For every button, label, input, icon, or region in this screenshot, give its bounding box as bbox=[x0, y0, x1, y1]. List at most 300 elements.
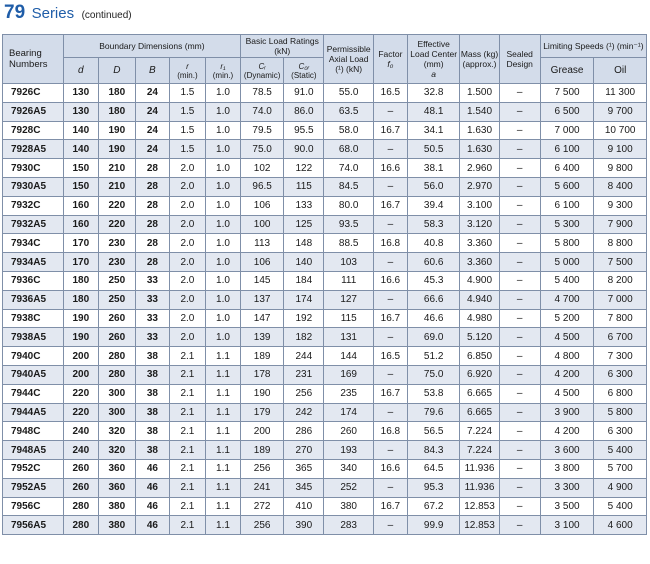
cell-permissible-axial-load: 93.5 bbox=[324, 215, 373, 234]
cell-effective-load-center: 95.3 bbox=[407, 478, 460, 497]
cell-effective-load-center: 48.1 bbox=[407, 102, 460, 121]
cell-radius-r1: 1.0 bbox=[205, 253, 240, 272]
cell-cr-dynamic: 106 bbox=[241, 253, 284, 272]
cell-bearing-number: 7926A5 bbox=[3, 102, 64, 121]
cell-width-B: 33 bbox=[135, 309, 169, 328]
header-mass: Mass (kg) (approx.) bbox=[460, 35, 499, 84]
table-row bbox=[3, 516, 647, 535]
cell-permissible-axial-load: 174 bbox=[324, 403, 373, 422]
cell-mass: 6.665 bbox=[460, 384, 499, 403]
cell-width-B: 46 bbox=[135, 497, 169, 516]
cell-cor-static: 125 bbox=[284, 215, 324, 234]
cell-bearing-number: 7956A5 bbox=[3, 516, 64, 535]
header-boundary-dimensions: Boundary Dimensions (mm) bbox=[63, 35, 240, 58]
cell-speed-grease: 5 600 bbox=[540, 177, 594, 196]
cell-mass: 4.940 bbox=[460, 290, 499, 309]
cell-outer-D: 260 bbox=[98, 309, 135, 328]
cell-outer-D: 220 bbox=[98, 196, 135, 215]
cell-radius-r1: 1.0 bbox=[205, 290, 240, 309]
cell-bore-d: 180 bbox=[63, 271, 98, 290]
cell-permissible-axial-load: 340 bbox=[324, 459, 373, 478]
cell-bore-d: 260 bbox=[63, 478, 98, 497]
cell-sealed-design: – bbox=[499, 253, 540, 272]
cell-speed-oil: 8 800 bbox=[594, 234, 647, 253]
cell-cr-dynamic: 178 bbox=[241, 365, 284, 384]
cell-width-B: 28 bbox=[135, 196, 169, 215]
table-row bbox=[3, 422, 647, 441]
cell-width-B: 33 bbox=[135, 328, 169, 347]
header-effective-load-center: Effective Load Center (mm) a bbox=[407, 35, 460, 84]
cell-sealed-design: – bbox=[499, 497, 540, 516]
cell-mass: 2.960 bbox=[460, 159, 499, 178]
cell-speed-grease: 3 800 bbox=[540, 459, 594, 478]
cell-outer-D: 190 bbox=[98, 140, 135, 159]
cell-speed-grease: 5 800 bbox=[540, 234, 594, 253]
cell-bore-d: 190 bbox=[63, 309, 98, 328]
cell-permissible-axial-load: 55.0 bbox=[324, 84, 373, 103]
cell-speed-oil: 7 800 bbox=[594, 309, 647, 328]
cell-speed-grease: 7 000 bbox=[540, 121, 594, 140]
table-row bbox=[3, 328, 647, 347]
cell-permissible-axial-load: 84.5 bbox=[324, 177, 373, 196]
cell-width-B: 28 bbox=[135, 177, 169, 196]
cell-radius-r: 1.5 bbox=[169, 84, 205, 103]
cell-cor-static: 184 bbox=[284, 271, 324, 290]
header-r1: r₁ (min.) bbox=[205, 58, 240, 84]
cell-width-B: 24 bbox=[135, 121, 169, 140]
cell-mass: 1.630 bbox=[460, 121, 499, 140]
series-word: Series bbox=[31, 5, 75, 22]
cell-cor-static: 182 bbox=[284, 328, 324, 347]
cell-radius-r: 1.5 bbox=[169, 121, 205, 140]
cell-sealed-design: – bbox=[499, 140, 540, 159]
cell-bore-d: 200 bbox=[63, 347, 98, 366]
cell-speed-grease: 4 700 bbox=[540, 290, 594, 309]
cell-bearing-number: 7934C bbox=[3, 234, 64, 253]
cell-cr-dynamic: 200 bbox=[241, 422, 284, 441]
cell-mass: 6.665 bbox=[460, 403, 499, 422]
table-row bbox=[3, 309, 647, 328]
cell-width-B: 46 bbox=[135, 478, 169, 497]
cell-cr-dynamic: 256 bbox=[241, 459, 284, 478]
cell-bearing-number: 7952A5 bbox=[3, 478, 64, 497]
table-row bbox=[3, 215, 647, 234]
cell-effective-load-center: 75.0 bbox=[407, 365, 460, 384]
cell-bearing-number: 7932A5 bbox=[3, 215, 64, 234]
cell-bearing-number: 7936A5 bbox=[3, 290, 64, 309]
cell-mass: 3.100 bbox=[460, 196, 499, 215]
cell-width-B: 46 bbox=[135, 459, 169, 478]
cell-speed-grease: 5 300 bbox=[540, 215, 594, 234]
cell-bore-d: 150 bbox=[63, 177, 98, 196]
cell-radius-r1: 1.0 bbox=[205, 328, 240, 347]
cell-permissible-axial-load: 283 bbox=[324, 516, 373, 535]
cell-bore-d: 220 bbox=[63, 384, 98, 403]
cell-cr-dynamic: 179 bbox=[241, 403, 284, 422]
cell-effective-load-center: 53.8 bbox=[407, 384, 460, 403]
cell-cr-dynamic: 147 bbox=[241, 309, 284, 328]
cell-speed-oil: 6 700 bbox=[594, 328, 647, 347]
cell-bearing-number: 7940A5 bbox=[3, 365, 64, 384]
cell-permissible-axial-load: 115 bbox=[324, 309, 373, 328]
cell-radius-r: 2.0 bbox=[169, 253, 205, 272]
table-row bbox=[3, 121, 647, 140]
cell-permissible-axial-load: 74.0 bbox=[324, 159, 373, 178]
cell-cor-static: 91.0 bbox=[284, 84, 324, 103]
cell-effective-load-center: 50.5 bbox=[407, 140, 460, 159]
cell-factor-f0: – bbox=[373, 290, 407, 309]
header-bearing-numbers: Bearing Numbers bbox=[3, 35, 64, 84]
cell-speed-grease: 7 500 bbox=[540, 84, 594, 103]
cell-radius-r: 2.0 bbox=[169, 290, 205, 309]
cell-radius-r1: 1.0 bbox=[205, 234, 240, 253]
cell-bore-d: 170 bbox=[63, 253, 98, 272]
cell-cor-static: 95.5 bbox=[284, 121, 324, 140]
cell-radius-r: 2.1 bbox=[169, 403, 205, 422]
cell-bearing-number: 7940C bbox=[3, 347, 64, 366]
cell-permissible-axial-load: 144 bbox=[324, 347, 373, 366]
cell-speed-grease: 5 400 bbox=[540, 271, 594, 290]
cell-radius-r1: 1.0 bbox=[205, 159, 240, 178]
cell-cr-dynamic: 190 bbox=[241, 384, 284, 403]
cell-factor-f0: – bbox=[373, 140, 407, 159]
cell-width-B: 24 bbox=[135, 140, 169, 159]
cell-cor-static: 174 bbox=[284, 290, 324, 309]
cell-bore-d: 280 bbox=[63, 497, 98, 516]
cell-outer-D: 180 bbox=[98, 102, 135, 121]
cell-bearing-number: 7934A5 bbox=[3, 253, 64, 272]
cell-mass: 3.120 bbox=[460, 215, 499, 234]
cell-factor-f0: 16.6 bbox=[373, 459, 407, 478]
cell-cr-dynamic: 139 bbox=[241, 328, 284, 347]
cell-radius-r: 2.1 bbox=[169, 347, 205, 366]
cell-cr-dynamic: 113 bbox=[241, 234, 284, 253]
cell-bearing-number: 7938C bbox=[3, 309, 64, 328]
table-row bbox=[3, 384, 647, 403]
cell-outer-D: 320 bbox=[98, 422, 135, 441]
cell-speed-oil: 7 300 bbox=[594, 347, 647, 366]
cell-bore-d: 240 bbox=[63, 441, 98, 460]
cell-cr-dynamic: 106 bbox=[241, 196, 284, 215]
cell-permissible-axial-load: 193 bbox=[324, 441, 373, 460]
cell-effective-load-center: 64.5 bbox=[407, 459, 460, 478]
cell-outer-D: 360 bbox=[98, 478, 135, 497]
cell-sealed-design: – bbox=[499, 159, 540, 178]
cell-permissible-axial-load: 252 bbox=[324, 478, 373, 497]
cell-radius-r: 2.1 bbox=[169, 365, 205, 384]
table-row bbox=[3, 459, 647, 478]
cell-effective-load-center: 56.5 bbox=[407, 422, 460, 441]
page-title bbox=[4, 2, 132, 26]
cell-permissible-axial-load: 103 bbox=[324, 253, 373, 272]
cell-outer-D: 300 bbox=[98, 403, 135, 422]
table-row bbox=[3, 365, 647, 384]
cell-permissible-axial-load: 111 bbox=[324, 271, 373, 290]
header-basic-load-ratings: Basic Load Ratings (kN) bbox=[241, 35, 324, 58]
cell-speed-grease: 4 500 bbox=[540, 328, 594, 347]
cell-radius-r: 1.5 bbox=[169, 140, 205, 159]
cell-factor-f0: 16.7 bbox=[373, 497, 407, 516]
cell-bore-d: 240 bbox=[63, 422, 98, 441]
table-row bbox=[3, 478, 647, 497]
cell-radius-r1: 1.0 bbox=[205, 271, 240, 290]
table-row bbox=[3, 441, 647, 460]
cell-speed-oil: 6 800 bbox=[594, 384, 647, 403]
cell-factor-f0: – bbox=[373, 328, 407, 347]
cell-speed-oil: 8 200 bbox=[594, 271, 647, 290]
cell-bore-d: 140 bbox=[63, 121, 98, 140]
cell-sealed-design: – bbox=[499, 177, 540, 196]
cell-cor-static: 345 bbox=[284, 478, 324, 497]
cell-factor-f0: – bbox=[373, 516, 407, 535]
cell-radius-r: 2.1 bbox=[169, 516, 205, 535]
cell-outer-D: 360 bbox=[98, 459, 135, 478]
cell-outer-D: 230 bbox=[98, 253, 135, 272]
cell-bearing-number: 7948C bbox=[3, 422, 64, 441]
cell-width-B: 33 bbox=[135, 271, 169, 290]
cell-radius-r: 2.1 bbox=[169, 459, 205, 478]
cell-speed-oil: 4 900 bbox=[594, 478, 647, 497]
cell-radius-r1: 1.0 bbox=[205, 102, 240, 121]
cell-cor-static: 90.0 bbox=[284, 140, 324, 159]
cell-radius-r: 2.0 bbox=[169, 328, 205, 347]
cell-radius-r1: 1.1 bbox=[205, 403, 240, 422]
cell-radius-r: 2.0 bbox=[169, 309, 205, 328]
cell-outer-D: 250 bbox=[98, 290, 135, 309]
cell-sealed-design: – bbox=[499, 309, 540, 328]
cell-bore-d: 260 bbox=[63, 459, 98, 478]
cell-cr-dynamic: 75.0 bbox=[241, 140, 284, 159]
cell-cr-dynamic: 78.5 bbox=[241, 84, 284, 103]
header-d: d bbox=[63, 58, 98, 84]
cell-cor-static: 286 bbox=[284, 422, 324, 441]
cell-cr-dynamic: 137 bbox=[241, 290, 284, 309]
cell-factor-f0: – bbox=[373, 253, 407, 272]
cell-permissible-axial-load: 58.0 bbox=[324, 121, 373, 140]
cell-radius-r: 2.1 bbox=[169, 384, 205, 403]
cell-speed-oil: 10 700 bbox=[594, 121, 647, 140]
cell-speed-grease: 3 300 bbox=[540, 478, 594, 497]
table-row bbox=[3, 177, 647, 196]
cell-width-B: 38 bbox=[135, 422, 169, 441]
cell-sealed-design: – bbox=[499, 121, 540, 140]
cell-permissible-axial-load: 80.0 bbox=[324, 196, 373, 215]
cell-speed-oil: 9 300 bbox=[594, 196, 647, 215]
cell-mass: 6.920 bbox=[460, 365, 499, 384]
cell-factor-f0: – bbox=[373, 177, 407, 196]
cell-mass: 11.936 bbox=[460, 459, 499, 478]
cell-effective-load-center: 99.9 bbox=[407, 516, 460, 535]
table-row bbox=[3, 403, 647, 422]
cell-sealed-design: – bbox=[499, 478, 540, 497]
cell-outer-D: 380 bbox=[98, 516, 135, 535]
cell-cor-static: 365 bbox=[284, 459, 324, 478]
cell-width-B: 46 bbox=[135, 516, 169, 535]
cell-bore-d: 160 bbox=[63, 196, 98, 215]
cell-factor-f0: 16.7 bbox=[373, 196, 407, 215]
cell-sealed-design: – bbox=[499, 347, 540, 366]
cell-sealed-design: – bbox=[499, 271, 540, 290]
cell-bearing-number: 7928C bbox=[3, 121, 64, 140]
cell-cor-static: 86.0 bbox=[284, 102, 324, 121]
cell-bearing-number: 7952C bbox=[3, 459, 64, 478]
cell-cr-dynamic: 256 bbox=[241, 516, 284, 535]
header-permissible-axial-load: Permissible Axial Load (¹) (kN) bbox=[324, 35, 373, 84]
cell-mass: 7.224 bbox=[460, 422, 499, 441]
cell-effective-load-center: 60.6 bbox=[407, 253, 460, 272]
cell-sealed-design: – bbox=[499, 441, 540, 460]
table-row bbox=[3, 196, 647, 215]
cell-speed-oil: 6 300 bbox=[594, 365, 647, 384]
cell-radius-r1: 1.1 bbox=[205, 478, 240, 497]
cell-permissible-axial-load: 131 bbox=[324, 328, 373, 347]
cell-mass: 5.120 bbox=[460, 328, 499, 347]
cell-width-B: 28 bbox=[135, 253, 169, 272]
cell-mass: 12.853 bbox=[460, 497, 499, 516]
header-r: r (min.) bbox=[169, 58, 205, 84]
cell-sealed-design: – bbox=[499, 234, 540, 253]
cell-factor-f0: 16.6 bbox=[373, 159, 407, 178]
cell-mass: 2.970 bbox=[460, 177, 499, 196]
cell-outer-D: 220 bbox=[98, 215, 135, 234]
cell-mass: 6.850 bbox=[460, 347, 499, 366]
cell-mass: 1.500 bbox=[460, 84, 499, 103]
cell-speed-grease: 3 500 bbox=[540, 497, 594, 516]
cell-sealed-design: – bbox=[499, 328, 540, 347]
cell-permissible-axial-load: 169 bbox=[324, 365, 373, 384]
cell-bore-d: 140 bbox=[63, 140, 98, 159]
cell-outer-D: 380 bbox=[98, 497, 135, 516]
cell-width-B: 38 bbox=[135, 365, 169, 384]
cell-mass: 1.540 bbox=[460, 102, 499, 121]
cell-speed-oil: 9 800 bbox=[594, 159, 647, 178]
cell-speed-grease: 4 800 bbox=[540, 347, 594, 366]
cell-radius-r1: 1.0 bbox=[205, 177, 240, 196]
cell-bore-d: 180 bbox=[63, 290, 98, 309]
cell-cr-dynamic: 96.5 bbox=[241, 177, 284, 196]
header-limiting-speeds: Limiting Speeds (¹) (min⁻¹) bbox=[540, 35, 646, 58]
cell-radius-r1: 1.1 bbox=[205, 441, 240, 460]
cell-radius-r: 2.0 bbox=[169, 159, 205, 178]
cell-speed-oil: 5 800 bbox=[594, 403, 647, 422]
cell-cr-dynamic: 102 bbox=[241, 159, 284, 178]
cell-factor-f0: – bbox=[373, 403, 407, 422]
cell-sealed-design: – bbox=[499, 290, 540, 309]
cell-sealed-design: – bbox=[499, 102, 540, 121]
cell-speed-grease: 4 200 bbox=[540, 422, 594, 441]
cell-mass: 3.360 bbox=[460, 253, 499, 272]
cell-outer-D: 190 bbox=[98, 121, 135, 140]
cell-cor-static: 140 bbox=[284, 253, 324, 272]
cell-cor-static: 115 bbox=[284, 177, 324, 196]
table-row bbox=[3, 84, 647, 103]
cell-sealed-design: – bbox=[499, 84, 540, 103]
cell-sealed-design: – bbox=[499, 215, 540, 234]
cell-speed-oil: 9 100 bbox=[594, 140, 647, 159]
cell-effective-load-center: 79.6 bbox=[407, 403, 460, 422]
cell-permissible-axial-load: 260 bbox=[324, 422, 373, 441]
cell-radius-r1: 1.0 bbox=[205, 309, 240, 328]
cell-bearing-number: 7926C bbox=[3, 84, 64, 103]
cell-cr-dynamic: 241 bbox=[241, 478, 284, 497]
cell-bearing-number: 7928A5 bbox=[3, 140, 64, 159]
table-body bbox=[3, 84, 647, 535]
cell-radius-r: 2.1 bbox=[169, 478, 205, 497]
cell-mass: 1.630 bbox=[460, 140, 499, 159]
cell-effective-load-center: 66.6 bbox=[407, 290, 460, 309]
cell-radius-r1: 1.0 bbox=[205, 196, 240, 215]
bearing-table bbox=[2, 34, 647, 535]
cell-width-B: 24 bbox=[135, 102, 169, 121]
cell-permissible-axial-load: 63.5 bbox=[324, 102, 373, 121]
table-row bbox=[3, 271, 647, 290]
cell-outer-D: 320 bbox=[98, 441, 135, 460]
cell-radius-r1: 1.0 bbox=[205, 140, 240, 159]
cell-speed-oil: 5 400 bbox=[594, 441, 647, 460]
cell-radius-r1: 1.1 bbox=[205, 497, 240, 516]
cell-speed-oil: 4 600 bbox=[594, 516, 647, 535]
cell-width-B: 28 bbox=[135, 234, 169, 253]
cell-factor-f0: 16.7 bbox=[373, 121, 407, 140]
cell-mass: 4.900 bbox=[460, 271, 499, 290]
cell-radius-r: 2.0 bbox=[169, 234, 205, 253]
cell-bore-d: 190 bbox=[63, 328, 98, 347]
cell-effective-load-center: 84.3 bbox=[407, 441, 460, 460]
cell-cor-static: 270 bbox=[284, 441, 324, 460]
cell-sealed-design: – bbox=[499, 196, 540, 215]
cell-speed-grease: 5 000 bbox=[540, 253, 594, 272]
cell-outer-D: 280 bbox=[98, 365, 135, 384]
cell-mass: 11.936 bbox=[460, 478, 499, 497]
cell-width-B: 38 bbox=[135, 403, 169, 422]
cell-width-B: 24 bbox=[135, 84, 169, 103]
cell-cor-static: 244 bbox=[284, 347, 324, 366]
cell-effective-load-center: 39.4 bbox=[407, 196, 460, 215]
cell-bearing-number: 7956C bbox=[3, 497, 64, 516]
cell-effective-load-center: 45.3 bbox=[407, 271, 460, 290]
header-sealed-design: Sealed Design bbox=[499, 35, 540, 84]
cell-effective-load-center: 56.0 bbox=[407, 177, 460, 196]
cell-radius-r: 2.0 bbox=[169, 215, 205, 234]
table-row bbox=[3, 347, 647, 366]
cell-factor-f0: – bbox=[373, 441, 407, 460]
cell-effective-load-center: 46.6 bbox=[407, 309, 460, 328]
cell-factor-f0: 16.6 bbox=[373, 271, 407, 290]
cell-speed-oil: 7 500 bbox=[594, 253, 647, 272]
cell-effective-load-center: 40.8 bbox=[407, 234, 460, 253]
cell-permissible-axial-load: 380 bbox=[324, 497, 373, 516]
cell-speed-grease: 3 100 bbox=[540, 516, 594, 535]
cell-radius-r: 2.0 bbox=[169, 196, 205, 215]
cell-cr-dynamic: 189 bbox=[241, 441, 284, 460]
cell-width-B: 28 bbox=[135, 215, 169, 234]
cell-speed-oil: 5 400 bbox=[594, 497, 647, 516]
cell-factor-f0: 16.8 bbox=[373, 422, 407, 441]
cell-radius-r: 2.1 bbox=[169, 497, 205, 516]
cell-factor-f0: 16.7 bbox=[373, 309, 407, 328]
cell-cor-static: 133 bbox=[284, 196, 324, 215]
cell-bearing-number: 7930C bbox=[3, 159, 64, 178]
cell-cor-static: 122 bbox=[284, 159, 324, 178]
cell-mass: 3.360 bbox=[460, 234, 499, 253]
cell-cor-static: 390 bbox=[284, 516, 324, 535]
cell-bearing-number: 7944C bbox=[3, 384, 64, 403]
cell-radius-r1: 1.1 bbox=[205, 347, 240, 366]
cell-outer-D: 210 bbox=[98, 177, 135, 196]
cell-bearing-number: 7938A5 bbox=[3, 328, 64, 347]
cell-cor-static: 231 bbox=[284, 365, 324, 384]
cell-effective-load-center: 69.0 bbox=[407, 328, 460, 347]
